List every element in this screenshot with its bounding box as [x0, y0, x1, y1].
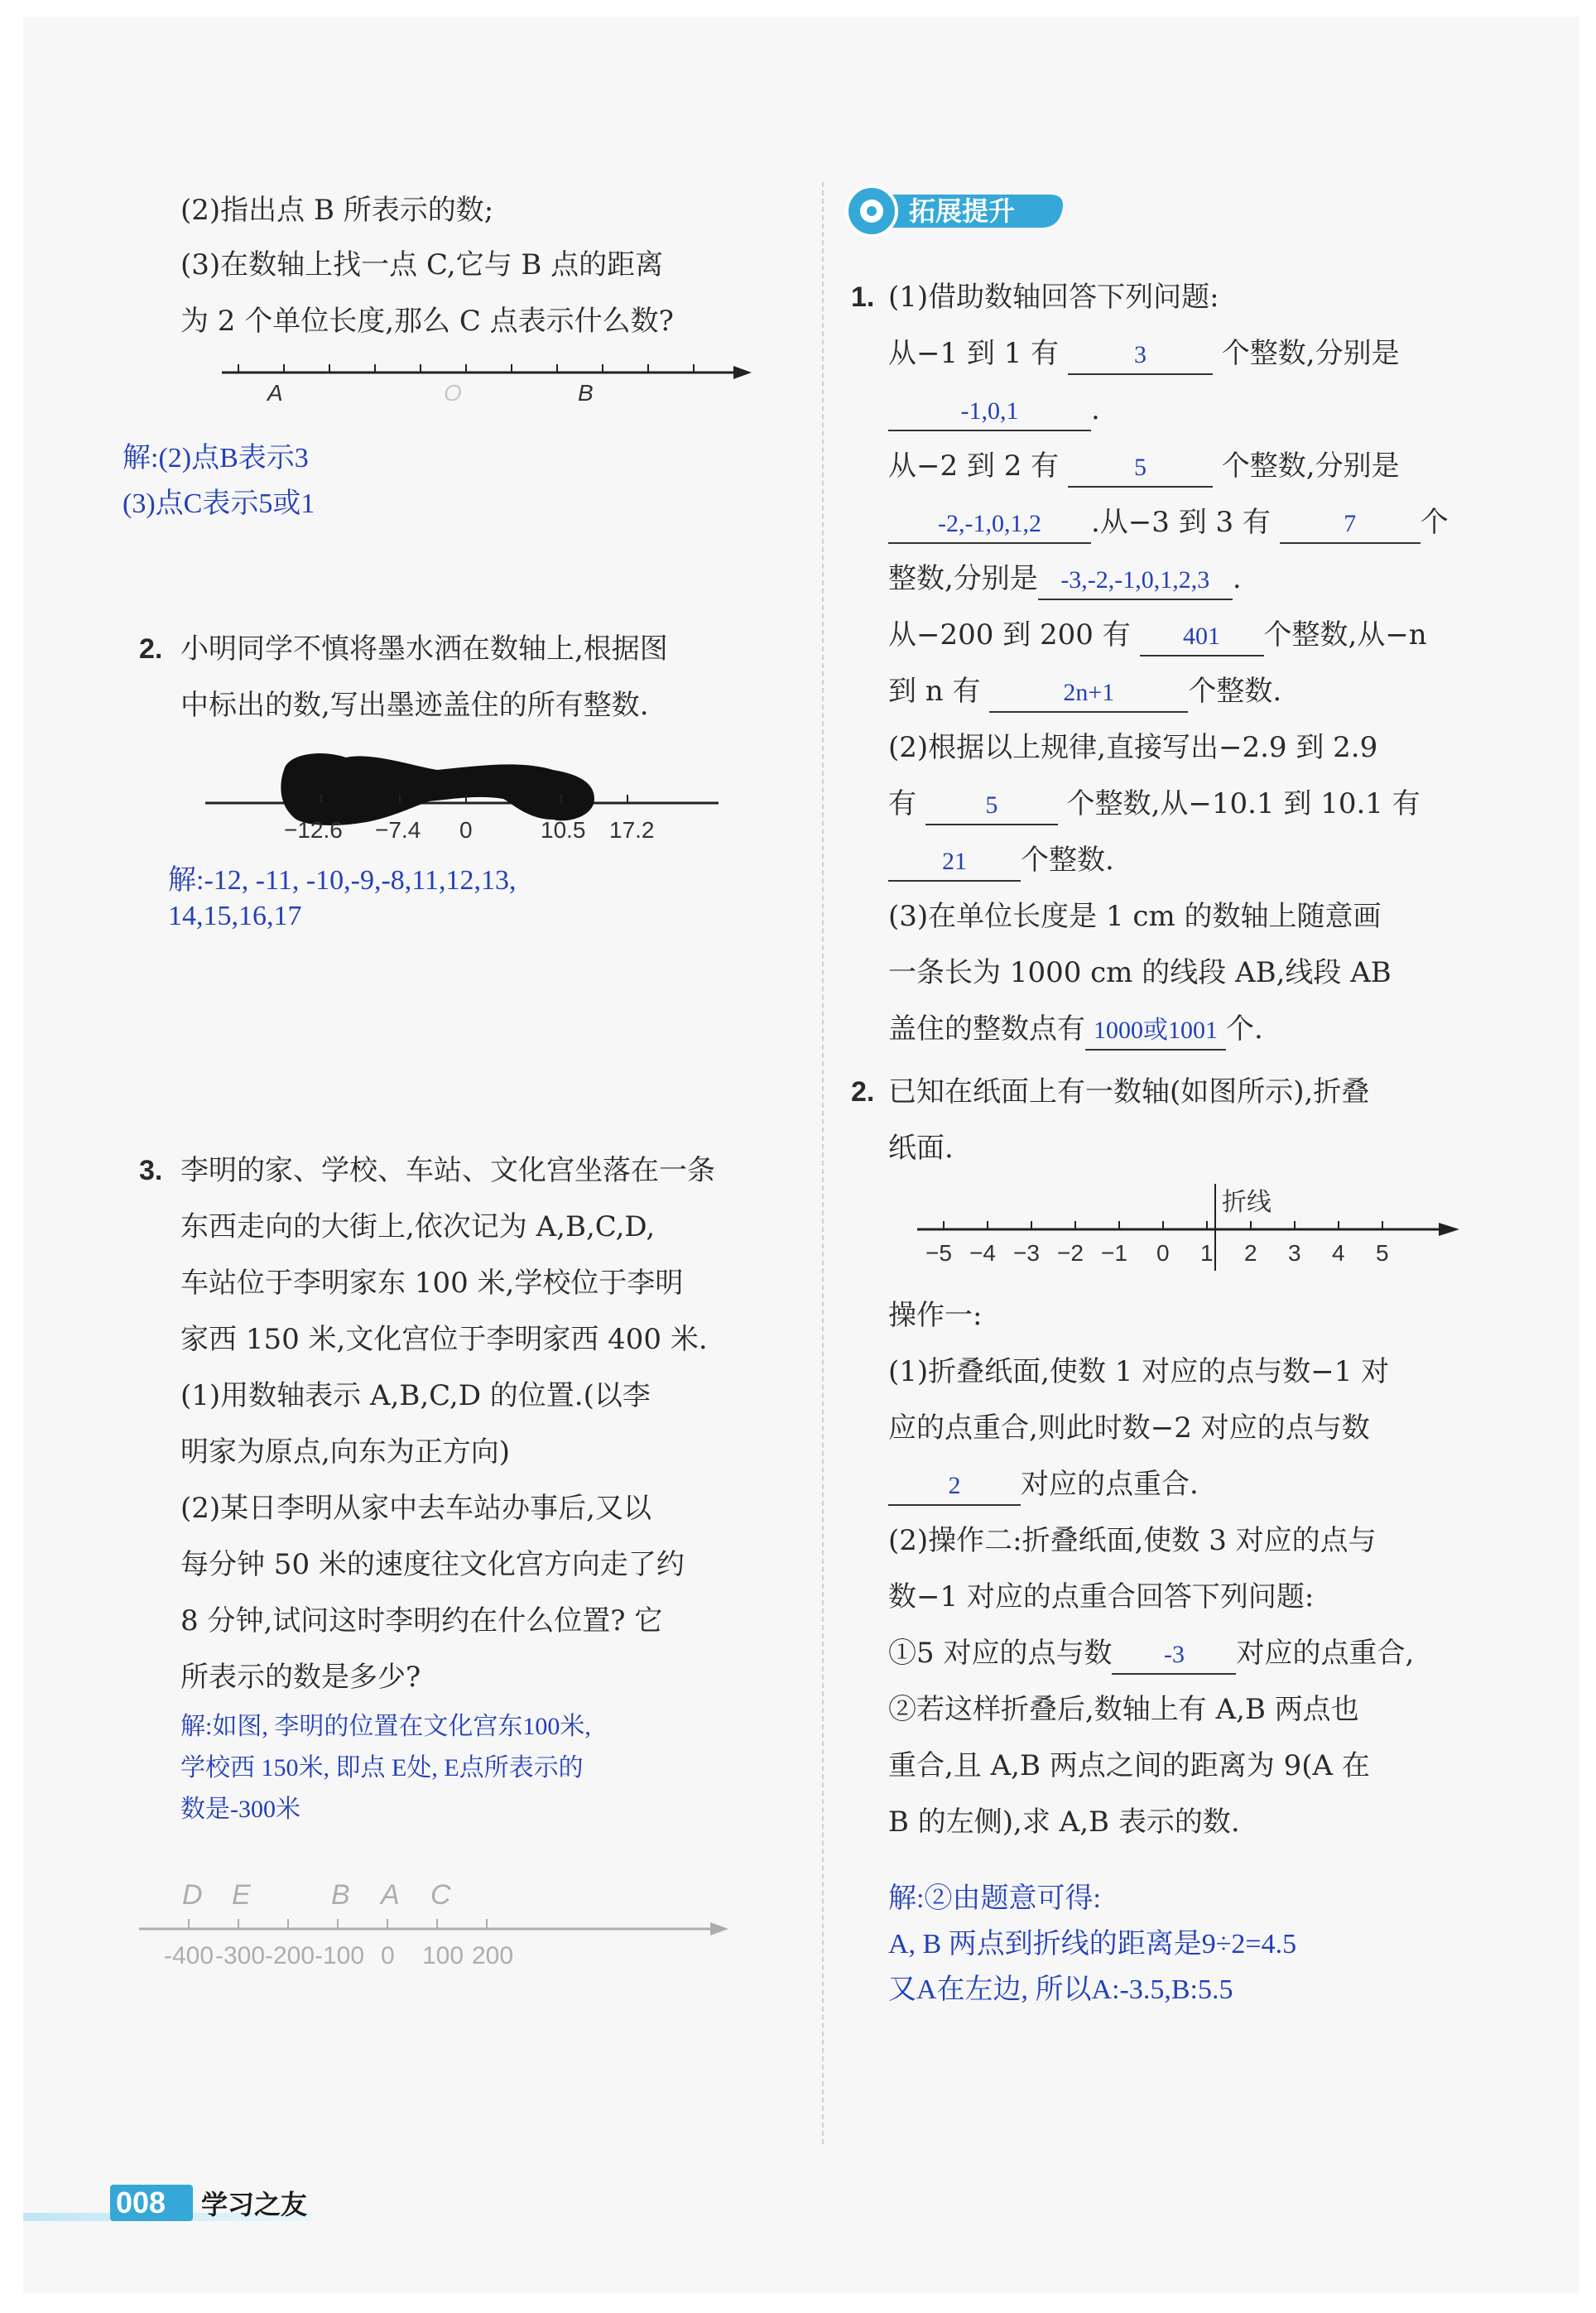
q3-line2: 东西走向的大街上,依次记为 A,B,C,D, — [180, 1210, 656, 1243]
q3-line6: 明家为原点,向东为正方向) — [180, 1435, 511, 1469]
axis-label-b: B — [578, 380, 594, 406]
q3-line4: 家西 150 米,文化宫位于李明家西 400 米. — [180, 1323, 708, 1356]
section-title: 拓展提升 — [909, 195, 1016, 227]
q1-part2-text: (2)指出点 B 所表示的数; — [180, 194, 494, 227]
q3-tick-neg400: -400 — [164, 1942, 214, 1969]
ink-number-line — [205, 737, 735, 853]
tick-neg12-6: −12.6 — [284, 817, 343, 843]
fold-tick-neg2: −2 — [1057, 1240, 1084, 1266]
r-q1-line10: 有 5 个整数,从−10.1 到 10.1 有 — [888, 776, 1421, 832]
q2-number: 2. — [139, 633, 163, 665]
ink-blot — [281, 753, 594, 825]
fold-tick-neg1: −1 — [1101, 1240, 1127, 1266]
r-q2-line2: 纸面. — [888, 1132, 954, 1165]
q3-top-label-b: B — [331, 1879, 350, 1911]
r-q2-line11: B 的左侧),求 A,B 表示的数. — [888, 1806, 1240, 1839]
tick-neg7-4: −7.4 — [375, 817, 421, 843]
r-q2-line4: 应的点重合,则此时数−2 对应的点与数 — [888, 1411, 1370, 1445]
q3-tick-neg100: -100 — [315, 1942, 365, 1969]
q3-line10: 所表示的数是多少? — [180, 1661, 421, 1694]
q3-answer-line3: 数是-300米 — [180, 1796, 300, 1823]
r-q1-line14: 盖住的整数点有 1000或1001 个. — [888, 1001, 1263, 1057]
r-q2-line7: 数−1 对应的点重合回答下列问题: — [888, 1580, 1315, 1613]
fold-tick-neg3: −3 — [1013, 1240, 1040, 1266]
axis-label-a: A — [267, 380, 283, 406]
q1-answer-line2: (3)点C表示5或1 — [123, 488, 315, 519]
column-divider — [822, 182, 824, 2144]
q3-tick-neg200: -200 — [265, 1942, 315, 1969]
r-q2-number: 2. — [851, 1076, 875, 1108]
fold-tick-neg5: −5 — [925, 1240, 952, 1266]
fold-tick-neg4: −4 — [969, 1240, 996, 1266]
r-q1-line7: 从−200 到 200 有 401 个整数,从−n — [888, 607, 1427, 663]
q3-top-label-c: C — [430, 1879, 451, 1911]
fold-tick-0: 0 — [1156, 1240, 1170, 1266]
r-q1-line5: -2,-1,0,1,2 .从−3 到 3 有 7 个 — [888, 494, 1449, 551]
section-header — [843, 182, 1074, 240]
fold-tick-4: 4 — [1332, 1240, 1345, 1266]
fold-number-line — [892, 1184, 1472, 1275]
q2-answer-line2: 14,15,16,17 — [168, 901, 302, 931]
r-q1-line3: -1,0,1 . — [888, 382, 1100, 438]
r-q1-line4: 从−2 到 2 有 5 个整数,分别是 — [888, 438, 1400, 494]
number-line-q1 — [222, 348, 768, 422]
q3-top-label-a: A — [381, 1879, 400, 1911]
q3-line5: (1)用数轴表示 A,B,C,D 的位置.(以李 — [180, 1379, 651, 1412]
q3-tick-zero: 0 — [381, 1942, 395, 1969]
r-q1-number: 1. — [851, 281, 875, 313]
r-q1-line6: 整数,分别是 -3,-2,-1,0,1,2,3 . — [888, 551, 1242, 607]
r-q1-line8: 到 n 有 2n+1 个整数. — [888, 663, 1281, 719]
textbook-page — [23, 17, 1579, 2293]
page-footer — [23, 2181, 321, 2231]
r-q2-line10: 重合,且 A,B 两点之间的距离为 9(A 在 — [888, 1749, 1370, 1782]
q3-answer-line1: 解:如图, 李明的位置在文化宫东100米, — [180, 1713, 591, 1740]
q3-line7: (2)某日李明从家中去车站办事后,又以 — [180, 1492, 651, 1525]
r-q1-line1: (1)借助数轴回答下列问题: — [888, 281, 1219, 314]
r-q2-answer-line2: A, B 两点到折线的距离是9÷2=4.5 — [888, 1929, 1297, 1960]
q2-line2: 中标出的数,写出墨迹盖住的所有整数. — [180, 689, 649, 722]
r-q2-line9: ②若这样折叠后,数轴上有 A,B 两点也 — [888, 1693, 1359, 1726]
q2-answer-line1: 解:-12, -11, -10,-9,-8,11,12,13, — [168, 865, 517, 896]
q3-line3: 车站位于李明家东 100 米,学校位于李明 — [180, 1267, 684, 1300]
fold-tick-2: 2 — [1244, 1240, 1257, 1266]
tick-17-2: 17.2 — [609, 817, 655, 843]
r-q2-line6: (2)操作二:折叠纸面,使数 3 对应的点与 — [888, 1524, 1377, 1557]
target-icon — [867, 206, 877, 216]
q3-number: 3. — [139, 1155, 163, 1186]
fold-tick-3: 3 — [1288, 1240, 1301, 1266]
q1-answer-line1: 解:(2)点B表示3 — [123, 443, 309, 474]
page-number: 008 — [116, 2186, 166, 2219]
q3-tick-100: 100 — [422, 1942, 464, 1969]
r-q2-line3: (1)折叠纸面,使数 1 对应的点与数−1 对 — [888, 1355, 1390, 1388]
q3-top-label-d: D — [182, 1879, 203, 1911]
q1-part3-line1: (3)在数轴上找一点 C,它与 B 点的距离 — [180, 248, 664, 281]
tick-10-5: 10.5 — [541, 817, 586, 843]
q3-line8: 每分钟 50 米的速度往文化宫方向走了约 — [180, 1548, 685, 1581]
r-q1-line13: 一条长为 1000 cm 的线段 AB,线段 AB — [888, 956, 1392, 989]
r-q2-op1: 操作一: — [888, 1299, 983, 1332]
r-q2-line1: 已知在纸面上有一数轴(如图所示),折叠 — [888, 1075, 1370, 1108]
q1-part3-line2: 为 2 个单位长度,那么 C 点表示什么数? — [180, 305, 674, 338]
brand-name: 学习之友 — [201, 2189, 308, 2220]
r-q2-line8: ①5 对应的点与数 -3 对应的点重合, — [888, 1625, 1414, 1681]
r-q1-line12: (3)在单位长度是 1 cm 的数轴上随意画 — [888, 900, 1382, 933]
q3-top-label-e: E — [232, 1879, 251, 1911]
tick-zero: 0 — [459, 817, 473, 843]
q3-answer-line2: 学校西 150米, 即点 E处, E点所表示的 — [180, 1754, 584, 1782]
q2-line1: 小明同学不慎将墨水洒在数轴上,根据图 — [180, 632, 668, 666]
fold-tick-1: 1 — [1200, 1240, 1214, 1266]
r-q2-answer-line1: 解:②由题意可得: — [888, 1883, 1101, 1914]
q3-tick-200: 200 — [472, 1942, 514, 1969]
axis-label-o: O — [444, 380, 462, 406]
q3-tick-neg300: -300 — [215, 1942, 266, 1969]
r-q2-answer-line3: 又A在左边, 所以A:-3.5,B:5.5 — [888, 1974, 1233, 2005]
fold-label: 折线 — [1222, 1188, 1272, 1217]
r-q1-line11: 21 个整数. — [888, 832, 1114, 888]
number-line-q3 — [139, 1863, 752, 2003]
q3-line1: 李明的家、学校、车站、文化宫坐落在一条 — [180, 1154, 715, 1187]
fold-tick-5: 5 — [1376, 1240, 1389, 1266]
r-q1-line2: 从−1 到 1 有 3 个整数,分别是 — [888, 325, 1400, 382]
r-q1-line9: (2)根据以上规律,直接写出−2.9 到 2.9 — [888, 731, 1378, 764]
r-q2-line5: 2 对应的点重合. — [888, 1456, 1199, 1512]
q3-line9: 8 分钟,试问这时李明约在什么位置? 它 — [180, 1604, 663, 1637]
